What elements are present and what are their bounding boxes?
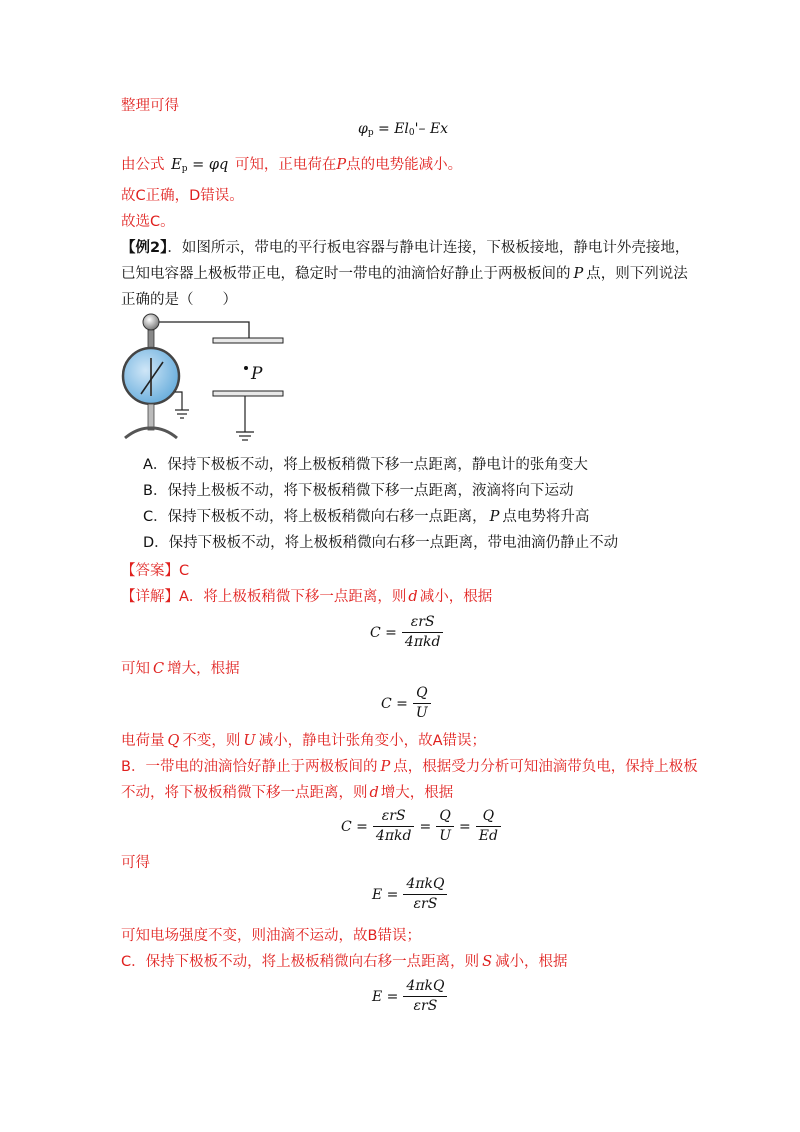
- formula-denominator: εrS: [413, 896, 438, 912]
- option-text: 保持下极板不动，将上极板稍微下移一点距离，静电计的张角变大: [167, 457, 588, 473]
- answer-line: [121, 561, 189, 581]
- text: 故C正确，D错误。: [121, 188, 244, 204]
- formula-eq: =: [419, 818, 432, 835]
- symbol-s: S: [482, 954, 493, 970]
- text: 点，根据受力分析可知油滴带负电，保持上极板: [393, 759, 698, 775]
- phi-symbol: φ: [358, 121, 368, 137]
- option-c[interactable]: [143, 507, 589, 527]
- phi-tail: '– Ex: [414, 121, 449, 137]
- text-line-choose-c: [121, 212, 175, 232]
- formula-c-chain: [338, 808, 503, 845]
- text: 点，则下列说法: [586, 266, 688, 282]
- option-label: C．: [143, 509, 168, 525]
- text: 可知: [121, 661, 150, 677]
- example-2-line-3: [121, 290, 237, 310]
- example-2-line-1: [121, 238, 689, 258]
- option-text: 保持下极板不动，将上极板稍微向右移一点距离，带电油滴仍静止不动: [168, 535, 619, 551]
- electrometer-capacitor-figure: [115, 310, 295, 450]
- detail-line-c-increase: [121, 659, 240, 679]
- symbol-u: U: [243, 733, 256, 749]
- formula-denominator: 4πkd: [375, 828, 412, 844]
- formula-eq: =: [459, 818, 471, 835]
- text: B．一带电的油滴恰好静止于两极板间的: [121, 759, 378, 775]
- detail-line-a: [121, 587, 492, 607]
- formula-lhs: C =: [370, 624, 397, 641]
- formula-denominator: Ed: [478, 828, 498, 844]
- detail-line-charge: [121, 731, 486, 751]
- ep-symbol: E: [171, 157, 182, 173]
- detail-line-b-1: [121, 757, 698, 777]
- case-ground-wire: [175, 392, 182, 410]
- point-p-label: P: [251, 364, 263, 384]
- detail-label: 【详解】: [121, 589, 179, 605]
- formula-e-field-2: [369, 978, 449, 1015]
- text: 可得: [121, 855, 150, 871]
- formula-denominator: εrS: [413, 998, 438, 1014]
- formula-phi: [358, 121, 448, 138]
- connecting-wire: [155, 322, 249, 338]
- lower-plate: [213, 391, 283, 396]
- option-a[interactable]: [143, 455, 588, 475]
- formula-lhs: E =: [372, 886, 399, 903]
- option-label: B．: [143, 483, 168, 499]
- electrometer-ball: [143, 314, 159, 330]
- text: 可知，正电荷在: [234, 157, 337, 173]
- phi-subscript: p: [367, 128, 374, 138]
- formula-lhs: C =: [381, 695, 408, 712]
- formula-numerator: Q: [476, 808, 501, 827]
- text: 已知电容器上极板带正电，稳定时一带电的油滴恰好静止于两极板间的: [121, 266, 571, 282]
- text: 减小，根据: [419, 589, 493, 605]
- symbol-d: d: [408, 589, 418, 605]
- formula-ep: [171, 157, 228, 173]
- text: 减小，根据: [495, 954, 568, 970]
- phi-rhs: = El: [378, 121, 409, 137]
- symbol-p: P: [489, 509, 500, 525]
- symbol-p: P: [573, 266, 584, 282]
- detail-line-e-const: [121, 926, 421, 946]
- text: 不变，则: [182, 733, 241, 749]
- formula-numerator: εrS: [402, 614, 444, 633]
- formula-denominator: U: [439, 828, 452, 844]
- option-text: 保持下极板不动，将上极板稍微向右移一点距离，: [167, 509, 487, 525]
- text: 点的电势能减小。: [346, 157, 463, 173]
- text: ．如图所示，带电的平行板电容器与静电计连接，下极板接地，静电计外壳接地，: [167, 240, 690, 256]
- example-label: 【例2】: [121, 240, 168, 256]
- option-d[interactable]: [143, 533, 618, 553]
- formula-numerator: εrS: [373, 808, 415, 827]
- formula-numerator: 4πkQ: [403, 978, 447, 997]
- text: 增大，根据: [167, 661, 240, 677]
- answer-value: C: [179, 563, 190, 579]
- example-2-line-2: [121, 264, 688, 284]
- option-label: D．: [143, 535, 169, 551]
- upper-plate: [213, 338, 283, 343]
- electrometer-stand: [125, 428, 177, 438]
- text: 可知电场强度不变，则油滴不运动，故B错误；: [121, 928, 421, 944]
- symbol-d: d: [369, 785, 379, 801]
- option-b[interactable]: [143, 481, 573, 501]
- ep-subscript: p: [181, 164, 188, 174]
- text-line-formula-ep: [121, 155, 462, 179]
- formula-lhs: C =: [341, 818, 368, 835]
- text: A．将上极板稍微下移一点距离，则: [179, 589, 407, 605]
- formula-numerator: 4πkQ: [403, 876, 447, 895]
- option-label: A．: [143, 457, 168, 473]
- text: 减小，静电计张角变小，故A错误；: [258, 733, 487, 749]
- phi-subscript-0: 0: [408, 128, 415, 138]
- formula-numerator: Q: [436, 808, 454, 827]
- text: 由公式: [121, 157, 165, 173]
- text: 增大，根据: [380, 785, 454, 801]
- formula-numerator: Q: [413, 685, 431, 704]
- detail-line-b-2: [121, 783, 453, 803]
- formula-e-field: [369, 876, 449, 913]
- text: 整理可得: [121, 98, 179, 114]
- symbol-q: Q: [167, 733, 180, 749]
- symbol-c: C: [153, 661, 165, 677]
- oil-drop-point: [244, 366, 248, 370]
- text-line-c-correct: [121, 186, 244, 206]
- symbol-p: P: [336, 157, 347, 173]
- option-text: 点电势将升高: [502, 509, 590, 525]
- text: 不动，将下极板稍微下移一点距离，则: [121, 785, 368, 801]
- text: C．保持下极板不动，将上极板稍微向右移一点距离，则: [121, 954, 480, 970]
- formula-lhs: E =: [372, 988, 399, 1005]
- text-line-organize: [121, 96, 179, 116]
- detail-line-get: [121, 853, 150, 873]
- formula-denominator: 4πkd: [404, 634, 441, 650]
- formula-c-q-u: [378, 685, 433, 722]
- text: 电荷量: [121, 733, 165, 749]
- text: 故选C。: [121, 214, 175, 230]
- text: 正确的是（ ）: [121, 292, 237, 308]
- ep-rhs: = φq: [192, 157, 229, 173]
- option-text: 保持上极板不动，将下极板稍微下移一点距离，液滴将向下运动: [167, 483, 574, 499]
- symbol-p: P: [380, 759, 391, 775]
- formula-capacitance: [367, 614, 445, 651]
- formula-denominator: U: [415, 705, 428, 721]
- answer-label: 【答案】: [121, 563, 179, 579]
- detail-line-c: [121, 952, 568, 972]
